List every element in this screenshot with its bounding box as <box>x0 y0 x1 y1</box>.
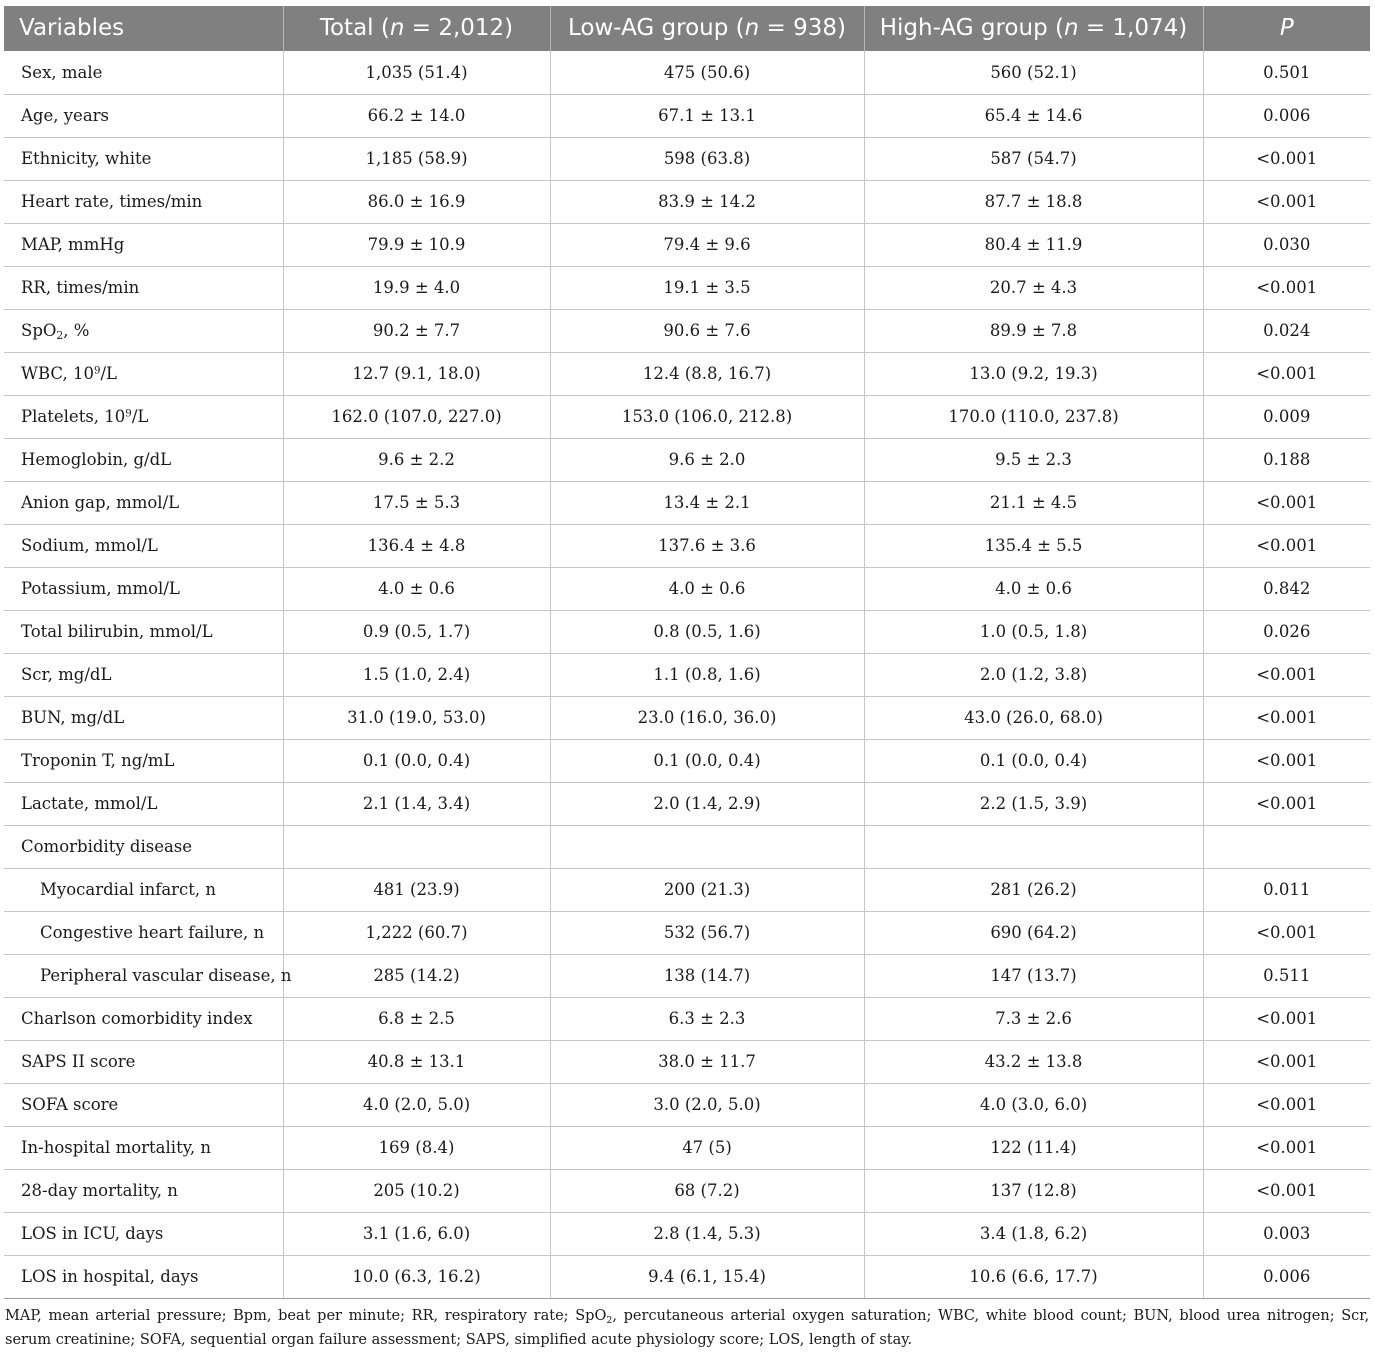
high-ag-value: 281 (26.2) <box>864 868 1203 911</box>
total-value: 12.7 (9.1, 18.0) <box>283 352 550 395</box>
table-row <box>4 739 1370 782</box>
variable-label: Charlson comorbidity index <box>4 997 283 1040</box>
total-value <box>283 825 550 868</box>
header-total: Total (n = 2,012) <box>283 6 550 51</box>
p-value: 0.511 <box>1203 954 1370 997</box>
variable-label: Ethnicity, white <box>4 137 283 180</box>
p-value: 0.011 <box>1203 868 1370 911</box>
table-row <box>4 524 1370 567</box>
total-value: 31.0 (19.0, 53.0) <box>283 696 550 739</box>
low-ag-value: 12.4 (8.8, 16.7) <box>550 352 864 395</box>
p-value: <0.001 <box>1203 137 1370 180</box>
high-ag-value <box>864 825 1203 868</box>
high-ag-value: 9.5 ± 2.3 <box>864 438 1203 481</box>
high-ag-value: 10.6 (6.6, 17.7) <box>864 1255 1203 1298</box>
high-ag-value: 690 (64.2) <box>864 911 1203 954</box>
high-ag-value: 3.4 (1.8, 6.2) <box>864 1212 1203 1255</box>
total-value: 1,185 (58.9) <box>283 137 550 180</box>
p-value: 0.501 <box>1203 51 1370 94</box>
table-row <box>4 1169 1370 1212</box>
total-value: 3.1 (1.6, 6.0) <box>283 1212 550 1255</box>
variable-label: SAPS II score <box>4 1040 283 1083</box>
table-row <box>4 610 1370 653</box>
variable-label: LOS in hospital, days <box>4 1255 283 1298</box>
table-row <box>4 94 1370 137</box>
variable-label: MAP, mmHg <box>4 223 283 266</box>
p-value: 0.009 <box>1203 395 1370 438</box>
variable-label: Peripheral vascular disease, n <box>4 954 283 997</box>
high-ag-value: 170.0 (110.0, 237.8) <box>864 395 1203 438</box>
low-ag-value: 4.0 ± 0.6 <box>550 567 864 610</box>
header-row <box>4 6 1370 51</box>
total-value: 1.5 (1.0, 2.4) <box>283 653 550 696</box>
low-ag-value: 13.4 ± 2.1 <box>550 481 864 524</box>
variable-label: Platelets, $10^9/L$ <box>4 395 283 438</box>
high-ag-value: 2.0 (1.2, 3.8) <box>864 653 1203 696</box>
high-ag-value: 43.2 ± 13.8 <box>864 1040 1203 1083</box>
total-value: 1,222 (60.7) <box>283 911 550 954</box>
table-subrow <box>4 911 1370 954</box>
p-value: <0.001 <box>1203 739 1370 782</box>
p-value <box>1203 825 1370 868</box>
total-value: 4.0 (2.0, 5.0) <box>283 1083 550 1126</box>
high-ag-value: 43.0 (26.0, 68.0) <box>864 696 1203 739</box>
low-ag-value: 153.0 (106.0, 212.8) <box>550 395 864 438</box>
p-value: 0.188 <box>1203 438 1370 481</box>
p-value: <0.001 <box>1203 524 1370 567</box>
variable-label: Sex, male <box>4 51 283 94</box>
low-ag-value: 47 (5) <box>550 1126 864 1169</box>
p-value: <0.001 <box>1203 481 1370 524</box>
baseline-characteristics-table <box>4 6 1370 1299</box>
table-row <box>4 1212 1370 1255</box>
table-row <box>4 137 1370 180</box>
low-ag-value: 598 (63.8) <box>550 137 864 180</box>
table-row <box>4 1040 1370 1083</box>
p-value: <0.001 <box>1203 1126 1370 1169</box>
variable-label: Heart rate, times/min <box>4 180 283 223</box>
total-value: 66.2 ± 14.0 <box>283 94 550 137</box>
total-value: 90.2 ± 7.7 <box>283 309 550 352</box>
p-value: 0.003 <box>1203 1212 1370 1255</box>
high-ag-value: 135.4 ± 5.5 <box>864 524 1203 567</box>
table-header <box>4 6 1370 51</box>
total-value: 2.1 (1.4, 3.4) <box>283 782 550 825</box>
high-ag-value: 137 (12.8) <box>864 1169 1203 1212</box>
p-value: 0.006 <box>1203 1255 1370 1298</box>
table-row <box>4 653 1370 696</box>
high-ag-value: 7.3 ± 2.6 <box>864 997 1203 1040</box>
low-ag-value <box>550 825 864 868</box>
high-ag-value: 147 (13.7) <box>864 954 1203 997</box>
low-ag-value: 19.1 ± 3.5 <box>550 266 864 309</box>
high-ag-value: 87.7 ± 18.8 <box>864 180 1203 223</box>
p-value: 0.024 <box>1203 309 1370 352</box>
high-ag-value: 122 (11.4) <box>864 1126 1203 1169</box>
total-value: 17.5 ± 5.3 <box>283 481 550 524</box>
variable-label: Congestive heart failure, n <box>4 911 283 954</box>
p-value: <0.001 <box>1203 1083 1370 1126</box>
table-row <box>4 481 1370 524</box>
low-ag-value: 0.1 (0.0, 0.4) <box>550 739 864 782</box>
high-ag-value: 21.1 ± 4.5 <box>864 481 1203 524</box>
high-ag-value: 560 (52.1) <box>864 51 1203 94</box>
low-ag-value: 2.8 (1.4, 5.3) <box>550 1212 864 1255</box>
table-subrow <box>4 868 1370 911</box>
variable-label: BUN, mg/dL <box>4 696 283 739</box>
table-row <box>4 395 1370 438</box>
table-body <box>4 51 1370 1298</box>
low-ag-value: 9.6 ± 2.0 <box>550 438 864 481</box>
low-ag-value: 90.6 ± 7.6 <box>550 309 864 352</box>
table-row <box>4 1083 1370 1126</box>
total-value: 10.0 (6.3, 16.2) <box>283 1255 550 1298</box>
low-ag-value: 475 (50.6) <box>550 51 864 94</box>
total-value: 0.1 (0.0, 0.4) <box>283 739 550 782</box>
total-value: 40.8 ± 13.1 <box>283 1040 550 1083</box>
p-value: <0.001 <box>1203 180 1370 223</box>
high-ag-value: 13.0 (9.2, 19.3) <box>864 352 1203 395</box>
low-ag-value: 9.4 (6.1, 15.4) <box>550 1255 864 1298</box>
low-ag-value: 1.1 (0.8, 1.6) <box>550 653 864 696</box>
high-ag-value: 65.4 ± 14.6 <box>864 94 1203 137</box>
p-value: <0.001 <box>1203 266 1370 309</box>
table-row <box>4 352 1370 395</box>
table-row <box>4 1255 1370 1298</box>
variable-label: Anion gap, mmol/L <box>4 481 283 524</box>
high-ag-value: 587 (54.7) <box>864 137 1203 180</box>
variable-label: In-hospital mortality, n <box>4 1126 283 1169</box>
variable-label: Myocardial infarct, n <box>4 868 283 911</box>
high-ag-value: 0.1 (0.0, 0.4) <box>864 739 1203 782</box>
table-footnote: MAP, mean arterial pressure; Bpm, beat per minute; RR, respiratory rate; SpO$_2$, percutaneous arterial oxygen saturation; WBC, white blood count; BUN, blood urea nitrogen; Scr, serum creatinine; SOFA, sequential organ failure assessment; SAPS, simplifed acute physiology score; LOS, length of stay. <box>5 1307 1370 1348</box>
header-low-ag: Low-AG group (n = 938) <box>550 6 864 51</box>
variable-label: Troponin T, ng/mL <box>4 739 283 782</box>
total-value: 79.9 ± 10.9 <box>283 223 550 266</box>
p-value: <0.001 <box>1203 696 1370 739</box>
high-ag-value: 4.0 (3.0, 6.0) <box>864 1083 1203 1126</box>
total-value: 481 (23.9) <box>283 868 550 911</box>
p-value: <0.001 <box>1203 911 1370 954</box>
variable-label: Comorbidity disease <box>4 825 283 868</box>
total-value: 4.0 ± 0.6 <box>283 567 550 610</box>
variable-label: 28-day mortality, n <box>4 1169 283 1212</box>
p-value: 0.026 <box>1203 610 1370 653</box>
table-subrow <box>4 954 1370 997</box>
table-row <box>4 567 1370 610</box>
table-row <box>4 825 1370 868</box>
p-value: <0.001 <box>1203 782 1370 825</box>
p-value: <0.001 <box>1203 653 1370 696</box>
high-ag-value: 4.0 ± 0.6 <box>864 567 1203 610</box>
p-value: 0.006 <box>1203 94 1370 137</box>
header-p-value: P <box>1279 14 1294 41</box>
table-row <box>4 782 1370 825</box>
low-ag-value: 67.1 ± 13.1 <box>550 94 864 137</box>
total-value: 1,035 (51.4) <box>283 51 550 94</box>
low-ag-value: 6.3 ± 2.3 <box>550 997 864 1040</box>
variable-label: Age, years <box>4 94 283 137</box>
total-value: 169 (8.4) <box>283 1126 550 1169</box>
low-ag-value: 79.4 ± 9.6 <box>550 223 864 266</box>
p-value: <0.001 <box>1203 1040 1370 1083</box>
table-row <box>4 1126 1370 1169</box>
table-row <box>4 438 1370 481</box>
table-row <box>4 997 1370 1040</box>
low-ag-value: 0.8 (0.5, 1.6) <box>550 610 864 653</box>
p-value: 0.842 <box>1203 567 1370 610</box>
variable-label: Lactate, mmol/L <box>4 782 283 825</box>
total-value: 162.0 (107.0, 227.0) <box>283 395 550 438</box>
variable-label: RR, times/min <box>4 266 283 309</box>
p-value: <0.001 <box>1203 997 1370 1040</box>
table-row <box>4 51 1370 94</box>
high-ag-value: 1.0 (0.5, 1.8) <box>864 610 1203 653</box>
variable-label: Potassium, mmol/L <box>4 567 283 610</box>
high-ag-value: 20.7 ± 4.3 <box>864 266 1203 309</box>
low-ag-value: 23.0 (16.0, 36.0) <box>550 696 864 739</box>
variable-label: Scr, mg/dL <box>4 653 283 696</box>
header-variables: Variables <box>4 6 283 51</box>
table-row <box>4 180 1370 223</box>
total-value: 136.4 ± 4.8 <box>283 524 550 567</box>
low-ag-value: 137.6 ± 3.6 <box>550 524 864 567</box>
table-row <box>4 266 1370 309</box>
table-container <box>4 6 1371 1352</box>
total-value: 205 (10.2) <box>283 1169 550 1212</box>
low-ag-value: 38.0 ± 11.7 <box>550 1040 864 1083</box>
header-high-ag: High-AG group (n = 1,074) <box>864 6 1203 51</box>
low-ag-value: 3.0 (2.0, 5.0) <box>550 1083 864 1126</box>
table-row <box>4 696 1370 739</box>
total-value: 9.6 ± 2.2 <box>283 438 550 481</box>
low-ag-value: 2.0 (1.4, 2.9) <box>550 782 864 825</box>
low-ag-value: 68 (7.2) <box>550 1169 864 1212</box>
high-ag-value: 89.9 ± 7.8 <box>864 309 1203 352</box>
total-value: 86.0 ± 16.9 <box>283 180 550 223</box>
low-ag-value: 532 (56.7) <box>550 911 864 954</box>
table-row <box>4 223 1370 266</box>
total-value: 0.9 (0.5, 1.7) <box>283 610 550 653</box>
total-value: 19.9 ± 4.0 <box>283 266 550 309</box>
low-ag-value: 200 (21.3) <box>550 868 864 911</box>
p-value: <0.001 <box>1203 352 1370 395</box>
total-value: 6.8 ± 2.5 <box>283 997 550 1040</box>
variable-label: Total bilirubin, mmol/L <box>4 610 283 653</box>
high-ag-value: 80.4 ± 11.9 <box>864 223 1203 266</box>
variable-label: SpO$_2$, % <box>4 309 283 352</box>
variable-label: SOFA score <box>4 1083 283 1126</box>
p-value: 0.030 <box>1203 223 1370 266</box>
variable-label: WBC, $10^9/L$ <box>4 352 283 395</box>
p-value: <0.001 <box>1203 1169 1370 1212</box>
low-ag-value: 138 (14.7) <box>550 954 864 997</box>
low-ag-value: 83.9 ± 14.2 <box>550 180 864 223</box>
table-row <box>4 309 1370 352</box>
total-value: 285 (14.2) <box>283 954 550 997</box>
variable-label: LOS in ICU, days <box>4 1212 283 1255</box>
variable-label: Hemoglobin, g/dL <box>4 438 283 481</box>
high-ag-value: 2.2 (1.5, 3.9) <box>864 782 1203 825</box>
variable-label: Sodium, mmol/L <box>4 524 283 567</box>
